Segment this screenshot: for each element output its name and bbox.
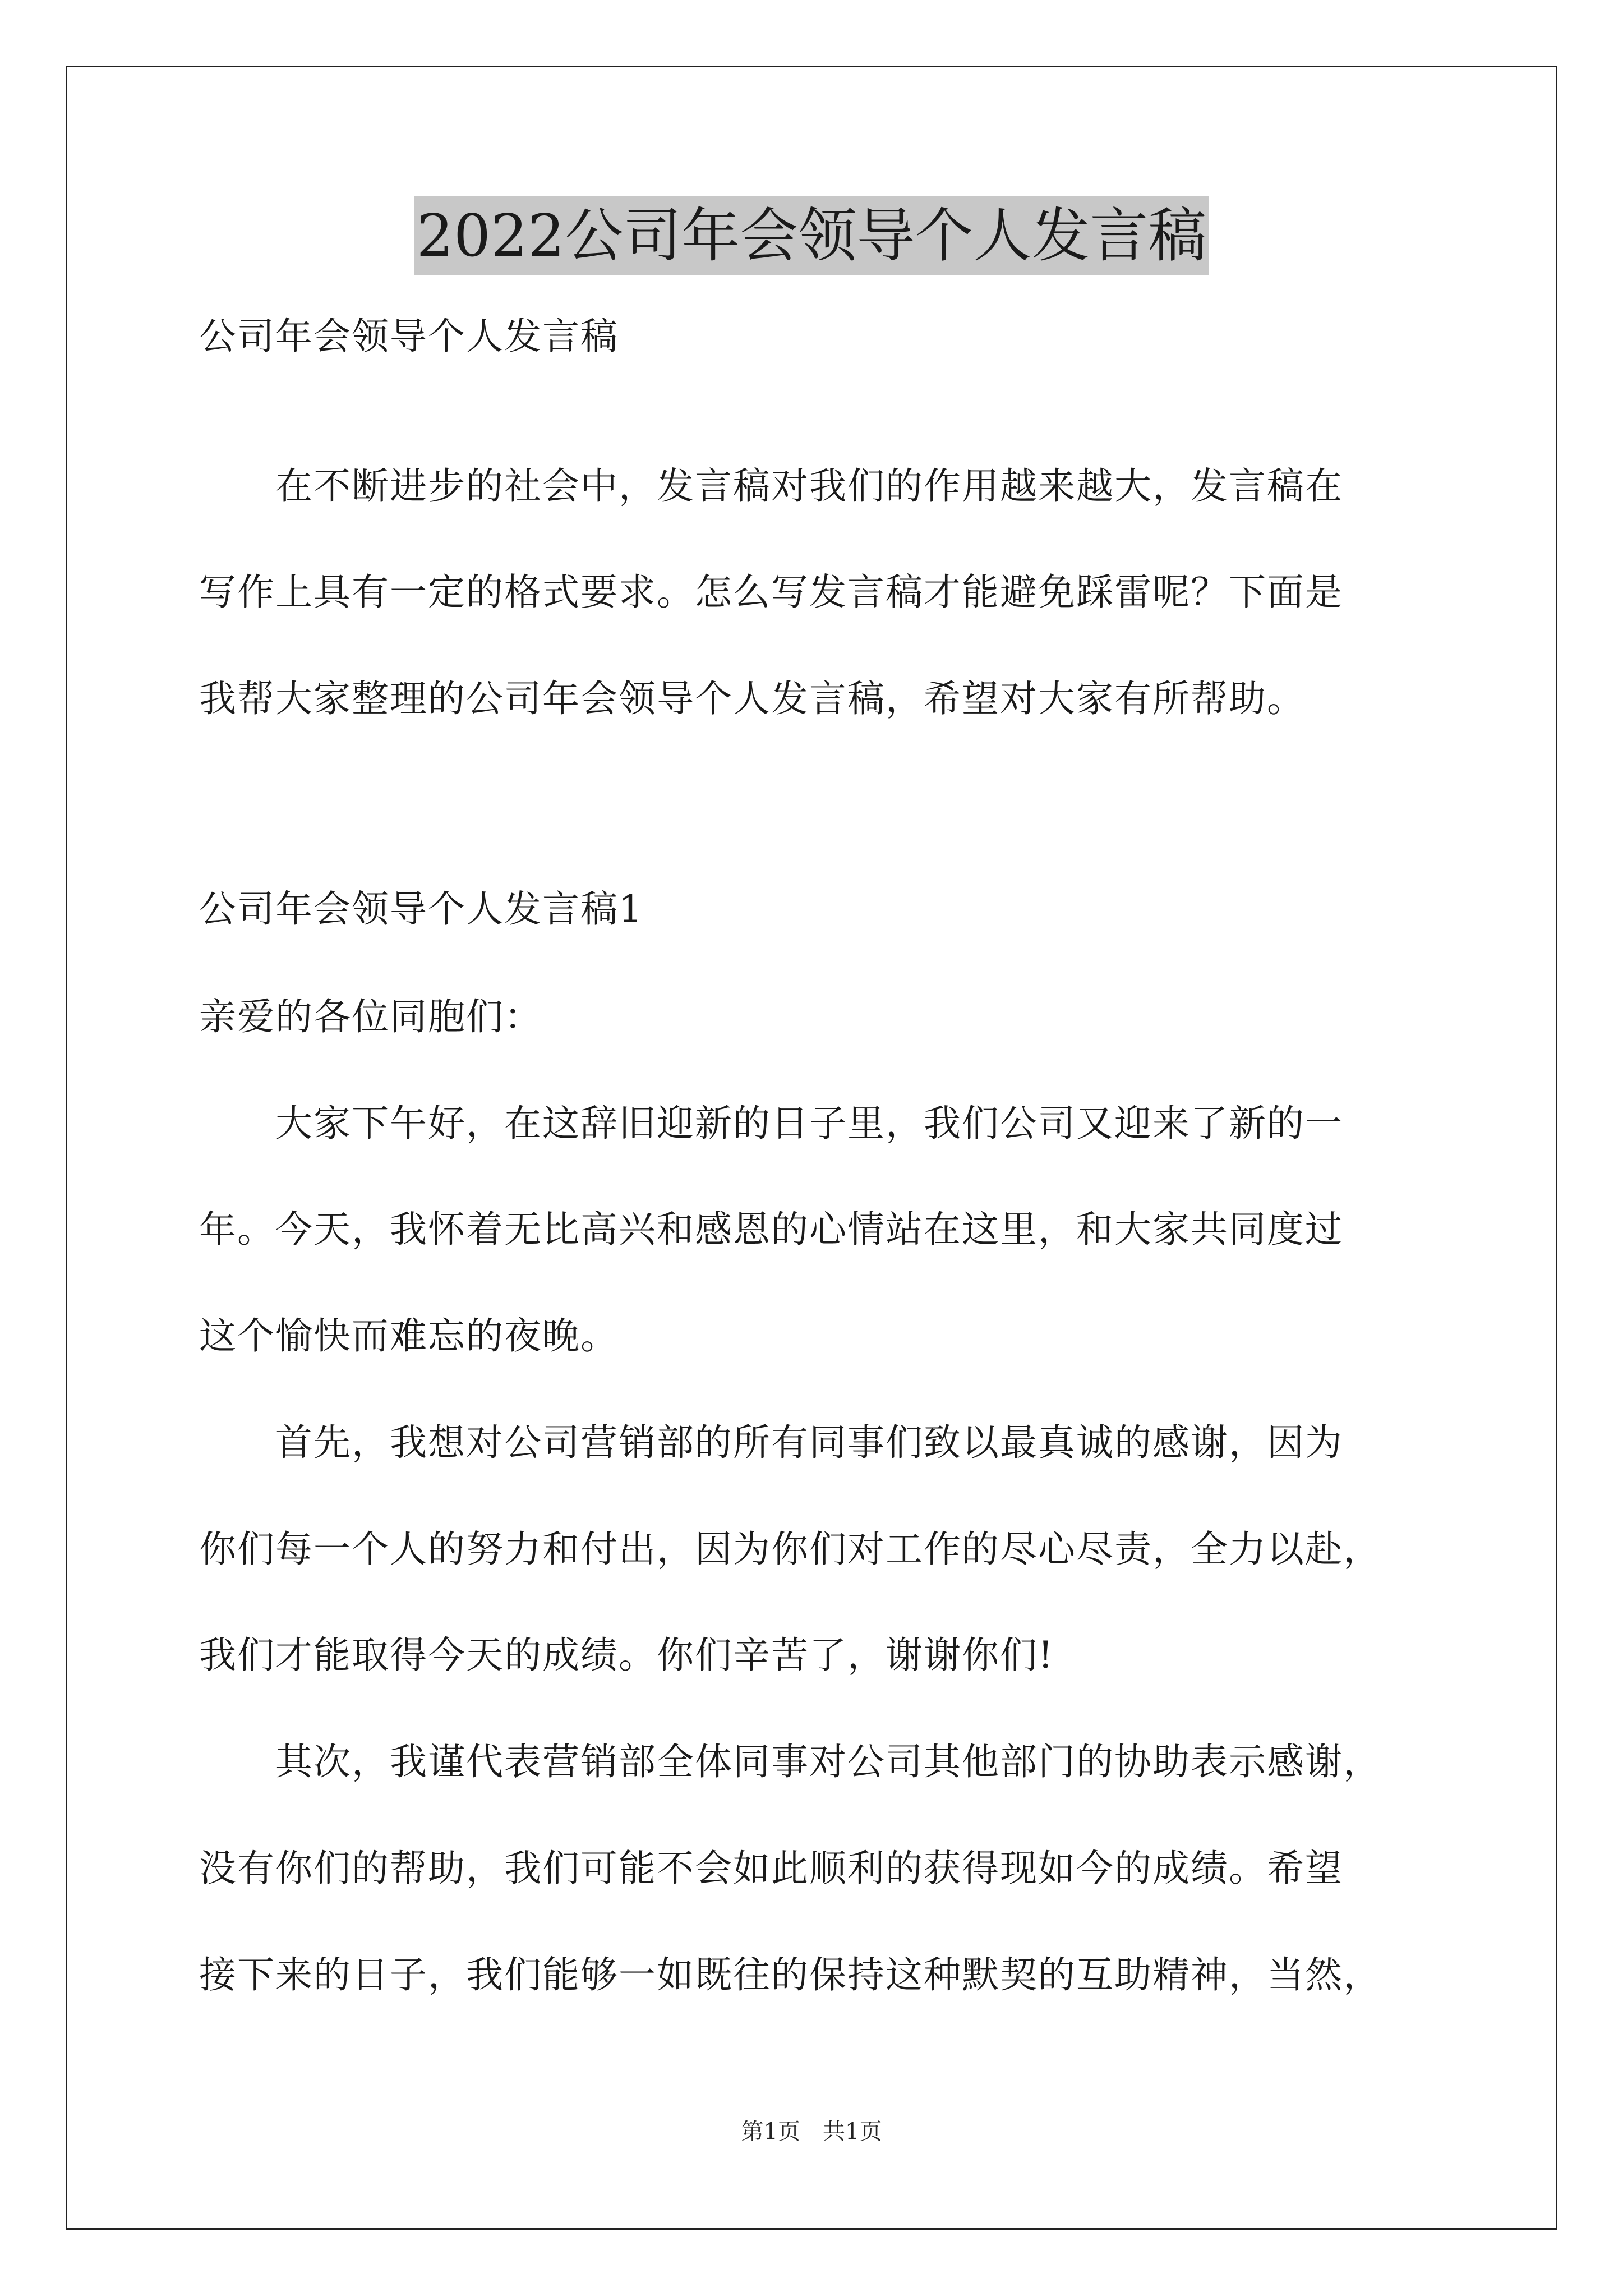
- paragraph-line: 大家下午好，在这辞旧迎新的日子里，我们公司又迎来了新的一: [199, 1102, 1343, 1145]
- paragraph-line: 你们每一个人的努力和付出，因为你们对工作的尽心尽责，全力以赴，: [199, 1527, 1381, 1571]
- paragraph-line: 在不断进步的社会中，发言稿对我们的作用越来越大，发言稿在: [199, 464, 1343, 508]
- paragraph-line: 我帮大家整理的公司年会领导个人发言稿，希望对大家有所帮助。: [199, 677, 1305, 720]
- paragraph-line: 写作上具有一定的格式要求。怎么写发言稿才能避免踩雷呢？下面是: [199, 570, 1343, 614]
- document-title: 2022公司年会领导个人发言稿: [414, 196, 1209, 275]
- paragraph-line: 年。今天，我怀着无比高兴和感恩的心情站在这里，和大家共同度过: [199, 1208, 1343, 1251]
- paragraph-line: 这个愉快而难忘的夜晚。: [199, 1314, 619, 1358]
- page-footer: 第1页 共1页: [741, 2119, 882, 2145]
- paragraph-line: 接下来的日子，我们能够一如既往的保持这种默契的互助精神，当然，: [199, 1953, 1381, 1996]
- paragraph-line: 其次，我谨代表营销部全体同事对公司其他部门的协助表示感谢，: [199, 1740, 1381, 1783]
- paragraph-line: 没有你们的帮助，我们可能不会如此顺利的获得现如今的成绩。希望: [199, 1847, 1343, 1890]
- title-container: [0, 196, 1623, 275]
- subtitle-line: 公司年会领导个人发言稿: [199, 315, 619, 358]
- salutation-line: 亲爱的各位同胞们：: [199, 995, 542, 1038]
- paragraph-line: 首先，我想对公司营销部的所有同事们致以最真诚的感谢，因为: [199, 1421, 1343, 1464]
- section-heading: 公司年会领导个人发言稿1: [199, 887, 643, 931]
- paragraph-line: 我们才能取得今天的成绩。你们辛苦了，谢谢你们!: [199, 1634, 1054, 1677]
